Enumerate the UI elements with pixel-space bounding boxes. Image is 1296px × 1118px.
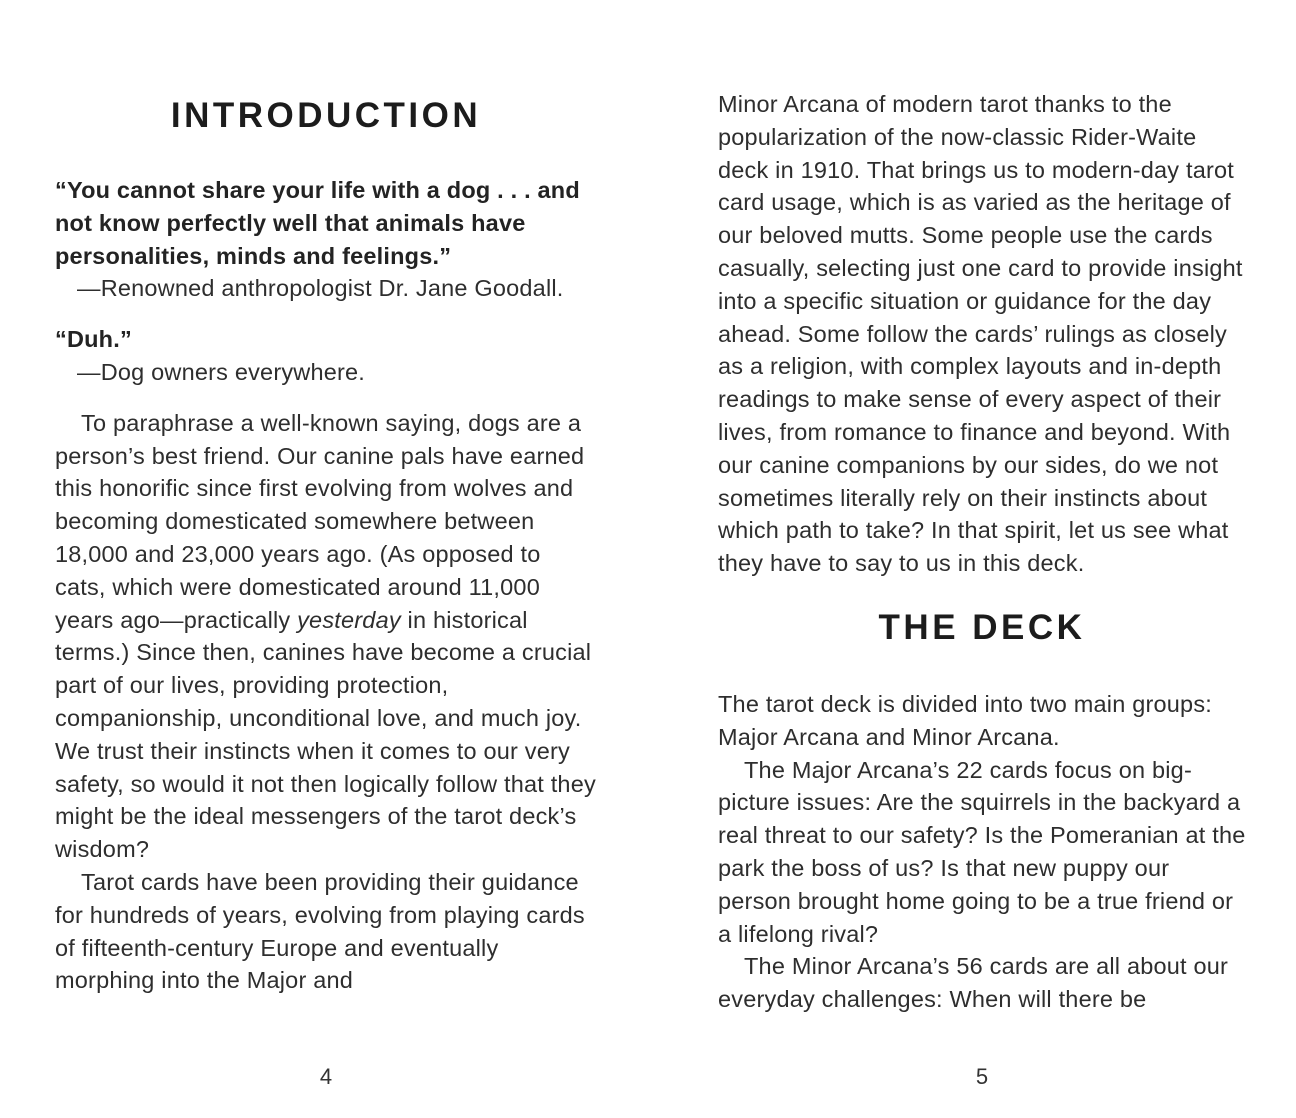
introduction-heading: INTRODUCTION — [170, 96, 482, 135]
body-paragraph-deck-groups: The tarot deck is divided into two main groups: Major Arcana and Minor Arcana. — [718, 690, 1213, 750]
goodall-quote-attribution: —Renowned anthropologist Dr. Jane Goodall. — [77, 275, 564, 302]
page-number-left: 4 — [319, 1064, 333, 1089]
duh-quote-attribution: —Dog owners everywhere. — [77, 358, 366, 385]
italic-word: yesterday — [297, 606, 401, 633]
page-number-right: 5 — [975, 1064, 989, 1089]
body-paragraph-major-arcana: The Major Arcana’s 22 cards focus on big-picture issues: Are the squirrels in the backyard a real threat to our safety? Is the Pomeranian at the park the boss of us? Is that new puppy our person brought home going to be a true friend or a lifelong rival? — [718, 756, 1246, 947]
duh-quote: “Duh.” — [55, 326, 132, 353]
body-paragraph-tarot-history: Tarot cards have been providing their guidance for hundreds of years, evolving from playing cards of fifteenth-century Europe and eventually morphing into the Major and — [55, 868, 585, 994]
body-paragraph-tarot-usage: Minor Arcana of modern tarot thanks to the popularization of the now-classic Rider-Waite deck in 1910. That brings us to modern-day tarot card usage, which is as varied as the heritage of our beloved mutts. Some people use the cards casually, selecting just one card to provide insight into a specific situation or guidance for the day ahead. Some follow the cards’ rulings as closely as a religion, with complex layouts and in-depth readings to make sense of every aspect of their lives, from romance to finance and beyond. With our canine companions by our sides, do we not sometimes literally rely on their instincts about which path to take? In that spirit, let us see what they have to say to us in this deck. — [718, 91, 1243, 577]
page-right — [718, 88, 1246, 1016]
body-paragraph-dogs-history — [55, 407, 597, 866]
the-deck-heading: THE DECK — [878, 607, 1086, 647]
paragraph-text: To paraphrase a well-known saying, dogs are a person’s best friend. Our canine pals have earned this honorific since first evolving from wolves and becoming domesticated somewhere between 18,000 and 23,000 years ago. (As opposed to cats, which were domesticated around 11,000 years ago—practically — [55, 409, 585, 633]
goodall-quote: “You cannot share your life with a dog . . . and not know perfectly well that animals have personalities, minds and feelings.” — [55, 177, 580, 269]
body-paragraph-minor-arcana: The Minor Arcana’s 56 cards are all about our everyday challenges: When will there be — [718, 953, 1229, 1013]
paragraph-text: in historical terms.) Since then, canines have become a crucial part of our lives, providing protection, companionship, unconditional love, and much joy. We trust their instincts when it comes to our very safety, so would it not then logically follow that they might be the ideal messengers of the tarot deck’s wisdom? — [55, 606, 596, 863]
page-left — [55, 96, 597, 997]
